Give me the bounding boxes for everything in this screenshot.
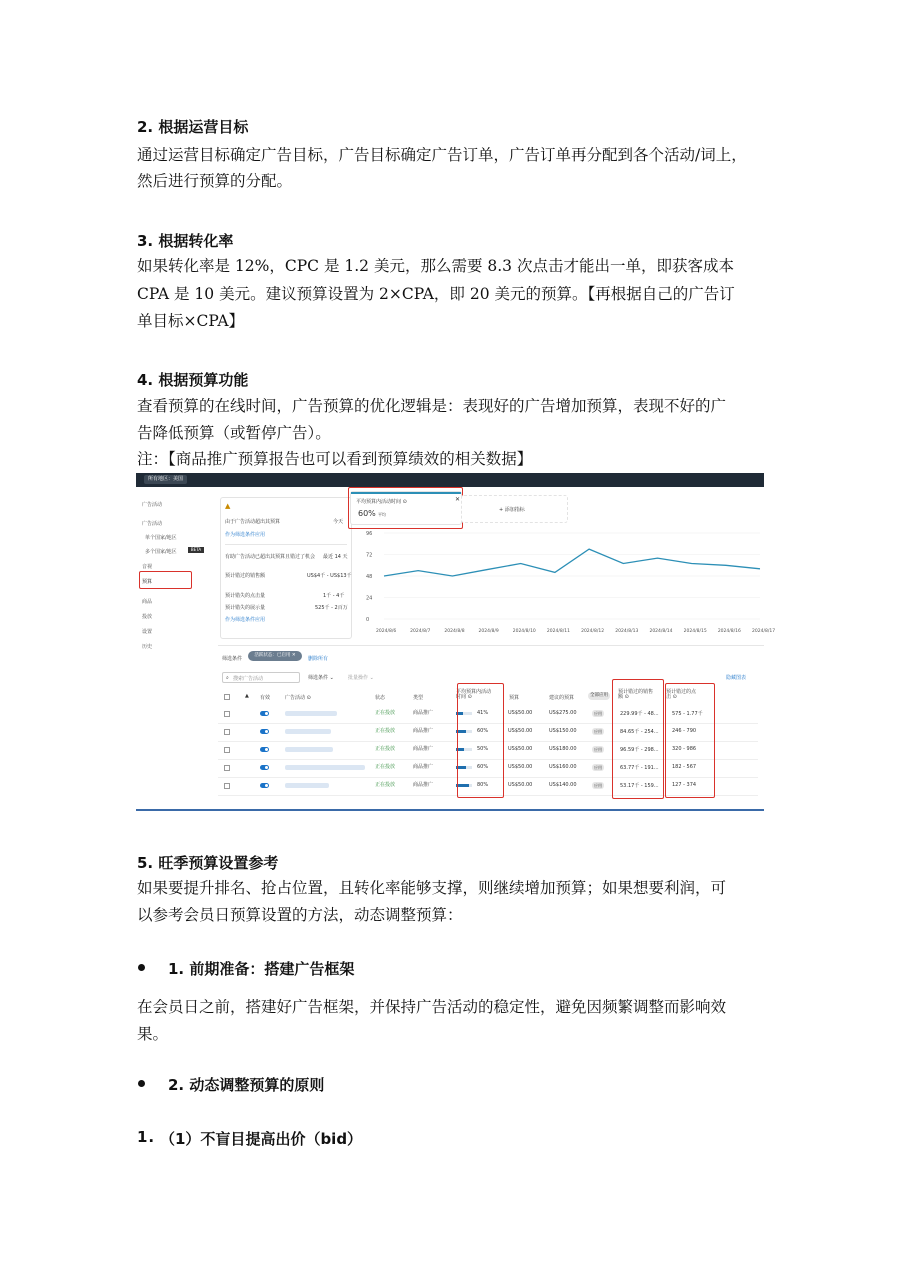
section-3-heading: 3. 根据转化率 [137, 232, 234, 250]
x-tick-label: 2024/8/9 [478, 629, 499, 634]
x-tick-label: 2024/8/12 [581, 629, 605, 634]
row-type: 商品推广 [413, 782, 434, 788]
row-missed-clicks: 127 - 374 [672, 782, 697, 788]
nav-targeting[interactable]: 投放 [142, 614, 153, 620]
nav-audio-video[interactable]: 音视 [142, 564, 153, 570]
y-tick-label: 0 [366, 617, 370, 623]
x-tick-label: 2024/8/10 [512, 629, 536, 634]
row-pct: 50% [477, 746, 489, 752]
nav-settings[interactable]: 设置 [142, 629, 153, 635]
row-missed-sales: 229.99千 - 48... [620, 711, 659, 717]
bullet-dot [138, 1080, 145, 1087]
divider [225, 544, 347, 545]
highlight-in-budget-column [457, 683, 504, 798]
bullet-1-text-line-2: 果。 [137, 1025, 169, 1043]
row-budget[interactable]: US$50.00 [508, 782, 533, 788]
clear-filters-link[interactable]: 删除所有 [308, 656, 329, 662]
row-suggested: US$160.00 [549, 764, 577, 770]
highlight-missed-sales-column [612, 679, 664, 799]
info-sales-value: US$4千 - US$13千 [307, 573, 352, 579]
row-pct: 60% [477, 728, 489, 734]
warning-card [220, 497, 352, 639]
y-tick-label: 96 [366, 531, 373, 537]
divider [218, 645, 764, 646]
info-period: 最近 14 天 [323, 554, 348, 560]
x-tick-label: 2024/8/11 [546, 629, 570, 634]
y-tick-label: 72 [366, 552, 373, 559]
col-suggested-budget[interactable]: 建议的预算 [549, 695, 575, 701]
add-metric-button[interactable] [461, 495, 568, 523]
nav-history[interactable]: 历史 [142, 644, 153, 650]
campaign-name-redacted[interactable] [285, 747, 333, 752]
row-checkbox[interactable] [224, 711, 230, 717]
section-4-line-1: 查看预算的在线时间，广告预算的优化逻辑是：表现好的广告增加预算，表现不好的广 [137, 397, 727, 415]
active-toggle[interactable] [260, 783, 269, 788]
nav-campaigns[interactable]: 广告活动 [142, 521, 163, 527]
col-missed-clicks[interactable]: 预计错过的点击 ⊙ [666, 689, 697, 700]
apply-button[interactable]: 应用 [594, 711, 602, 716]
row-missed-clicks: 182 - 567 [672, 764, 697, 770]
row-pct: 41% [477, 710, 489, 716]
row-budget[interactable]: US$50.00 [508, 764, 533, 770]
metric-value: 60% [358, 509, 376, 518]
row-budget[interactable]: US$50.00 [508, 710, 533, 716]
section-5-heading: 5. 旺季预算设置参考 [137, 854, 279, 872]
x-tick-label: 2024/8/15 [683, 629, 707, 634]
section-5-line-1: 如果要提升排名、抢占位置，且转化率能够支撑，则继续增加预算；如果想要利润，可 [137, 879, 727, 897]
search-placeholder: 搜索广告活动 [233, 676, 264, 682]
x-tick-label: 2024/8/7 [410, 629, 431, 634]
col-active[interactable]: 有效 [260, 695, 271, 701]
left-nav [136, 487, 212, 809]
section-3-line-2: CPA 是 10 美元。建议预算设置为 2×CPA，即 20 美元的预算。【再根据自己的广告订 [137, 285, 735, 303]
row-missed-sales: 96.59千 - 298... [620, 747, 659, 753]
beta-badge: BETA [188, 547, 204, 553]
bullet-1-label: 1. 前期准备：搭建广告框架 [168, 960, 355, 978]
row-type: 商品推广 [413, 746, 434, 752]
y-tick-label: 48 [366, 574, 373, 580]
row-suggested: US$180.00 [549, 746, 577, 752]
add-metric-label: + 添加指标 [499, 507, 525, 513]
campaign-name-redacted[interactable] [285, 783, 329, 788]
row-checkbox[interactable] [224, 783, 230, 789]
row-type: 商品推广 [413, 764, 434, 770]
x-tick-label: 2024/8/8 [444, 629, 465, 634]
active-toggle[interactable] [260, 729, 269, 734]
section-4-note: 注：【商品推广预算报告也可以看到预算绩效的相关数据】 [137, 450, 533, 468]
x-tick-label: 2024/8/13 [615, 629, 639, 634]
row-budget[interactable]: US$50.00 [508, 746, 533, 752]
warning-icon: ▲ [225, 502, 231, 510]
hide-chart-link[interactable]: 隐藏图表 [726, 675, 747, 681]
row-missed-clicks: 320 - 986 [672, 746, 697, 752]
row-pct: 80% [477, 782, 489, 788]
budget-line-chart [358, 527, 776, 639]
warning-period: 今天 [333, 519, 344, 525]
col-missed-sales[interactable]: 预计错过的销售额 ⊙ [618, 689, 654, 700]
section-3-line-3: 单目标×CPA】 [137, 312, 245, 330]
row-status: 正在投放 [375, 764, 396, 770]
info-impressions-value: 525千 - 2百万 [315, 605, 348, 611]
metric-unit: 平均 [378, 512, 386, 517]
warning-apply-filter-link[interactable]: 作为筛选条件应用 [225, 532, 266, 538]
apply-button[interactable]: 应用 [594, 765, 602, 770]
x-tick-label: 2024/8/6 [376, 629, 397, 634]
sort-icon[interactable]: ▲ [245, 693, 249, 699]
metric-title: 平均预算内活动时间 ⊙ [356, 499, 407, 505]
numbered-item-number: 1. [137, 1128, 156, 1146]
col-in-budget-time[interactable]: 平均预算内活动时间 ⊙ [456, 689, 492, 700]
x-tick-label: 2024/8/14 [649, 629, 673, 634]
filter-dropdown[interactable]: 筛选条件 ⌄ [308, 675, 334, 681]
row-pct: 60% [477, 764, 489, 770]
budget-report-screenshot [136, 473, 776, 811]
info-headline: 有助广告活动已超出其预算且错过了机会 [225, 554, 316, 560]
nav-single-country[interactable]: 单个国家/地区 [145, 535, 177, 541]
row-budget[interactable]: US$50.00 [508, 728, 533, 734]
col-type[interactable]: 类型 [413, 695, 424, 701]
section-2-line-1: 通过运营目标确定广告目标，广告目标确定广告订单，广告订单再分配到各个活动/词上， [137, 146, 747, 164]
marketplace-chip[interactable]: 所有地区：美国 [144, 475, 187, 484]
close-icon[interactable]: ✕ [455, 496, 461, 503]
select-all-checkbox[interactable] [224, 694, 230, 700]
y-tick-label: 24 [366, 595, 373, 602]
row-missed-clicks: 246 - 790 [672, 728, 697, 734]
bullet-dot [138, 964, 145, 971]
apply-button[interactable]: 应用 [594, 783, 602, 788]
nav-multi-country[interactable]: 多个国家/地区 [145, 549, 177, 555]
section-4-heading: 4. 根据预算功能 [137, 371, 249, 389]
active-toggle[interactable] [260, 747, 269, 752]
search-icon: ⌕ [226, 675, 229, 681]
row-missed-sales: 63.77千 - 191... [620, 765, 659, 771]
apply-button[interactable]: 应用 [594, 729, 602, 734]
row-suggested: US$140.00 [549, 782, 577, 788]
row-missed-sales: 53.17千 - 159... [620, 783, 659, 789]
apply-button[interactable]: 应用 [594, 747, 602, 752]
info-clicks-label: 预计错失的点击量 [225, 593, 266, 599]
row-status: 正在投放 [375, 746, 396, 752]
col-campaign[interactable]: 广告活动 ⊙ [285, 695, 311, 701]
active-toggle[interactable] [260, 711, 269, 716]
campaign-name-redacted[interactable] [285, 711, 337, 716]
bulk-actions-dropdown[interactable]: 批量操作 ⌄ [348, 675, 374, 681]
series-line [384, 549, 760, 576]
bullet-2-label: 2. 动态调整预算的原则 [168, 1076, 325, 1094]
info-sales-label: 预计错过的销售额 [225, 573, 266, 579]
col-status[interactable]: 状态 [375, 695, 386, 701]
row-status: 正在投放 [375, 710, 396, 716]
row-checkbox[interactable] [224, 729, 230, 735]
section-5-line-2: 以参考会员日预算设置的方法，动态调整预算： [137, 906, 463, 924]
top-bar [136, 473, 764, 487]
section-3-line-1: 如果转化率是 12%，CPC 是 1.2 美元，那么需要 8.3 次点击才能出一单，即获客成本 [137, 257, 734, 275]
apply-all-button[interactable]: 全部应用 [590, 693, 608, 698]
info-clicks-value: 1千 - 4千 [323, 593, 345, 599]
nav-campaigns-title: 广告活动 [142, 502, 163, 508]
row-missed-sales: 84.65千 - 254... [620, 729, 659, 735]
section-2-line-2: 然后进行预算的分配。 [137, 172, 293, 190]
row-suggested: US$150.00 [549, 728, 577, 734]
search-input[interactable] [222, 672, 300, 683]
row-missed-clicks: 575 - 1.77千 [672, 711, 703, 717]
bullet-1-text-line-1: 在会员日之前，搭建好广告框架，并保持广告活动的稳定性，避免因频繁调整而影响效 [137, 998, 727, 1016]
x-tick-label: 2024/8/17 [752, 629, 776, 634]
nav-products[interactable]: 商品 [142, 599, 153, 605]
warning-title: 由于广告活动超出其预算 [225, 519, 281, 525]
highlight-missed-clicks-column [665, 683, 715, 798]
section-2-heading: 2. 根据运营目标 [137, 118, 249, 136]
nav-budget[interactable]: 预算 [142, 579, 153, 585]
campaign-name-redacted[interactable] [285, 729, 331, 734]
active-toggle[interactable] [260, 765, 269, 770]
filter-label: 筛选条件 [222, 656, 243, 662]
row-type: 商品推广 [413, 728, 434, 734]
row-checkbox[interactable] [224, 747, 230, 753]
highlight-metric [348, 487, 463, 529]
info-apply-filter-link[interactable]: 作为筛选条件应用 [225, 617, 266, 623]
row-suggested: US$275.00 [549, 710, 577, 716]
col-budget[interactable]: 预算 [509, 695, 520, 701]
filter-chip[interactable]: 活跃状态：已启用 ✕ [248, 651, 302, 661]
row-status: 正在投放 [375, 782, 396, 788]
x-tick-label: 2024/8/16 [717, 629, 741, 634]
row-type: 商品推广 [413, 710, 434, 716]
campaign-name-redacted[interactable] [285, 765, 365, 770]
info-impressions-label: 预计错失的展示量 [225, 605, 266, 611]
row-checkbox[interactable] [224, 765, 230, 771]
highlight-budget-nav [139, 571, 192, 589]
section-4-line-2: 告降低预算（或暂停广告）。 [137, 424, 331, 442]
numbered-item-label: （1）不盲目提高出价（bid） [160, 1130, 363, 1148]
row-status: 正在投放 [375, 728, 396, 734]
